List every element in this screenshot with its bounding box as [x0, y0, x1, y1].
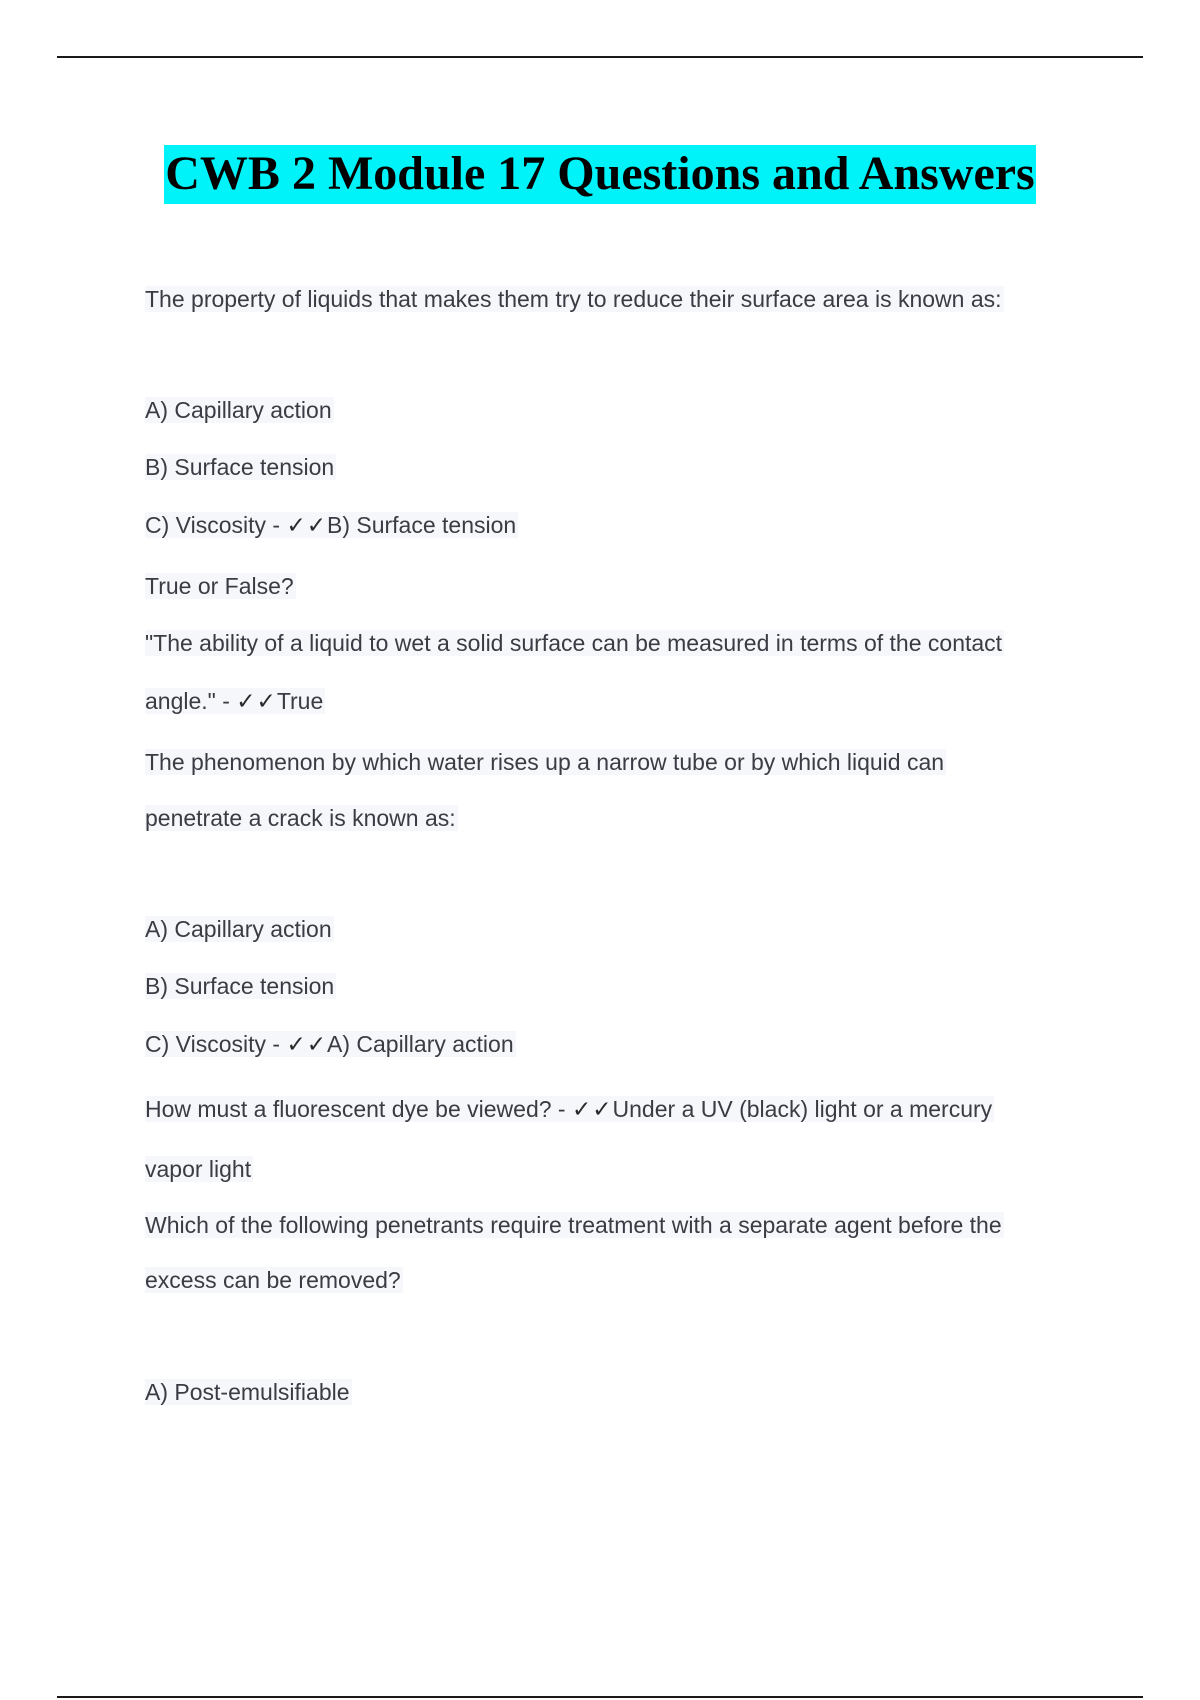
question-1-option-c-answer	[145, 508, 518, 542]
answer-text: A) Capillary action	[326, 1031, 514, 1057]
check-mark-icon: ✓✓	[571, 1096, 613, 1122]
question-2-text-line-1: "The ability of a liquid to wet a solid surface can be measured in terms of the contact	[145, 630, 1003, 656]
check-mark-icon: ✓✓	[286, 1031, 327, 1057]
question-2-text-line-2: angle." - ✓✓True	[145, 688, 324, 714]
question-3-option-b: B) Surface tension	[145, 973, 335, 999]
question-5-text-line-2: excess can be removed?	[145, 1267, 401, 1293]
question-2-label: True or False?	[145, 573, 294, 599]
question-4-line-1: How must a fluorescent dye be viewed? - ✓✓Under a UV (black) light or a mercury	[145, 1096, 993, 1122]
answer-text: True	[276, 688, 324, 714]
question-1-text: The property of liquids that makes them try to reduce their surface area is known as:	[145, 286, 1002, 312]
question-3-text-line-1: The phenomenon by which water rises up a narrow tube or by which liquid can	[145, 749, 945, 775]
question-1-option-a: A) Capillary action	[145, 397, 332, 423]
question-4-line-2: vapor light	[145, 1156, 252, 1182]
answer-text: B) Surface tension	[326, 512, 517, 538]
bottom-rule	[57, 1696, 1143, 1698]
title-container	[0, 145, 1200, 204]
question-3-text-line-2: penetrate a crack is known as:	[145, 805, 456, 831]
check-mark-icon: ✓✓	[286, 512, 327, 538]
option-c-text: C) Viscosity -	[145, 512, 287, 538]
question-1-option-b: B) Surface tension	[145, 454, 335, 480]
question-3-option-a: A) Capillary action	[145, 916, 332, 942]
question-5-text-line-1: Which of the following penetrants require treatment with a separate agent before the	[145, 1212, 1002, 1238]
question-3-option-c-answer: C) Viscosity - ✓✓A) Capillary action	[145, 1031, 514, 1057]
question-5-option-a: A) Post-emulsifiable	[145, 1379, 350, 1405]
top-rule	[57, 56, 1143, 58]
document-title: CWB 2 Module 17 Questions and Answers	[164, 145, 1035, 204]
check-mark-icon: ✓✓	[236, 688, 277, 714]
answer-text: Under a UV (black) light or a mercury	[612, 1096, 993, 1122]
